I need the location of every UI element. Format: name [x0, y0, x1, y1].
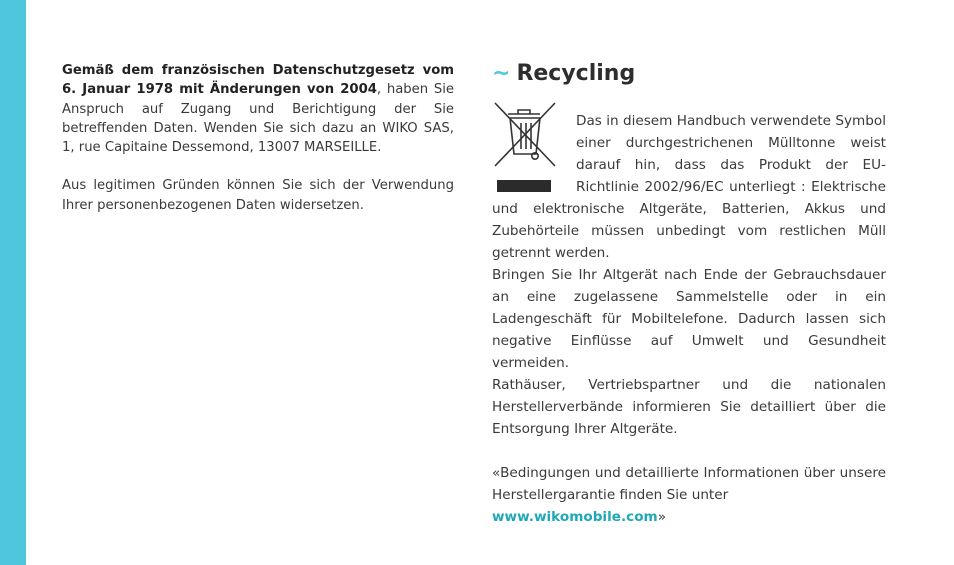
recycling-heading-text: Recycling [516, 61, 636, 86]
privacy-section [62, 61, 454, 215]
heading-tilde: ~ [492, 61, 511, 86]
recycling-paragraph-collection: Bringen Sie Ihr Altgerät nach Ende der Gebrauchsdauer an eine zugelassene Sammelstelle oder in ein Ladengeschäft für Mobiltelefone. Dadurch lassen sich negative Einflüsse auf Umwelt und Gesundheit vermeiden. [492, 267, 886, 371]
warranty-text: «Bedingungen und detaillierte Informationen über unsere Herstellergarantie finden Sie unter [492, 465, 886, 503]
privacy-law-reference: Gemäß dem französischen Datenschutzgesetz vom 6. Januar 1978 mit Änderungen von 2004 [62, 63, 454, 98]
objection-paragraph: Aus legitimen Gründen können Sie sich der Verwendung Ihrer personenbezogenen Daten widersetzen. [62, 178, 454, 213]
warranty-paragraph [492, 462, 886, 528]
wikomobile-link[interactable]: www.wikomobile.com [492, 509, 658, 525]
recycling-paragraph-information: Rathäuser, Vertriebspartner und die nationalen Herstellerverbände informieren Sie detailliert über die Entsorgung Ihrer Altgeräte. [492, 377, 886, 437]
recycling-paragraph-symbol: Das in diesem Handbuch verwendete Symbol einer durchgestrichenen Mülltonne weist darauf hin, dass das Produkt der EU-Richtlinie 2002/96/EC unterliegt : Elektrische und elektronische Altgeräte, Batterien, Akkus und Zubehörteile müssen unbedingt vom restlichen Müll getrennt werden. [492, 113, 886, 261]
warranty-closing-quote: » [657, 509, 667, 525]
icon-spacer [492, 110, 576, 198]
recycling-section [492, 58, 886, 525]
recycling-heading [492, 58, 886, 90]
privacy-paragraph [62, 61, 454, 157]
privacy-paragraph-text: , haben Sie Anspruch auf Zugang und Berichtigung der Sie betreffenden Daten. Wenden Sie sich dazu an WIKO SAS, 1, rue Capitaine Dessemond, 13007 MARSEILLE. [62, 82, 454, 156]
recycling-body [492, 110, 886, 528]
side-accent-stripe [0, 0, 26, 565]
